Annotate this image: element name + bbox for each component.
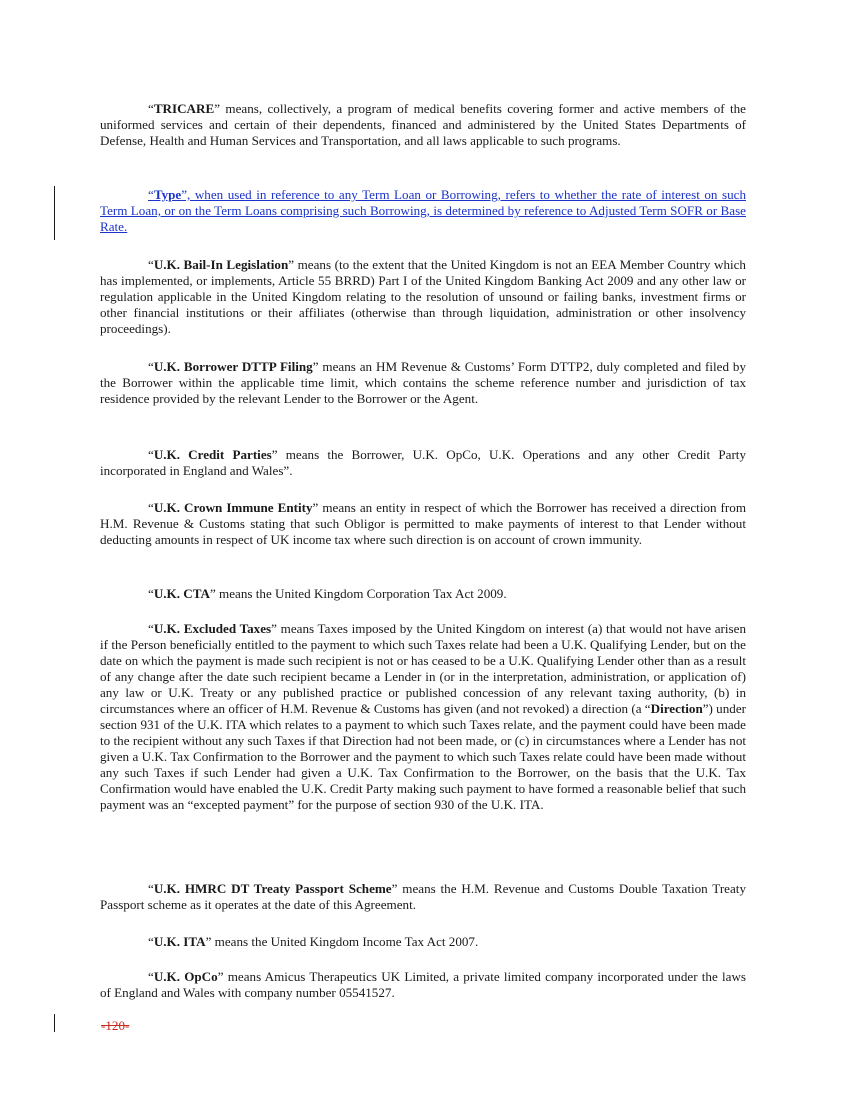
definition-uk-opco: “U.K. OpCo” means Amicus Therapeutics UK Limited, a private limited company incorporated under the laws of England and Wales with company number 05541527. [100, 969, 746, 1000]
defined-term: U.K. OpCo [153, 969, 218, 984]
defined-term: TRICARE [153, 101, 215, 116]
defined-term: U.K. Borrower DTTP Filing [153, 359, 313, 374]
definition-type-inserted: “Type”, when used in reference to any Term Loan or Borrowing, refers to whether the rate of interest on such Term Loan, or on the Term Loans comprising such Borrowing, is determined by reference to Adjusted Term SOFR or Base Rate. [100, 187, 746, 234]
defined-term: U.K. ITA [153, 934, 206, 949]
change-bar [54, 186, 55, 240]
page-number-deleted: -120- [101, 1018, 130, 1033]
defined-term: U.K. Crown Immune Entity [153, 500, 313, 515]
defined-term: U.K. Excluded Taxes [153, 621, 272, 636]
definition-uk-bail-in-legislation: “U.K. Bail-In Legislation” means (to the extent that the United Kingdom is not an EEA Member Country which has implemented, or implements, Article 55 BRRD) Part I of the United Kingdom Banking Act 2009 and any other law or regulation applicable in the United Kingdom relating to the resolution of unsound or failing banks, investment firms or other financial institutions or their affiliates (otherwise than through liquidation, administration or other insolvency proceedings). [100, 257, 746, 336]
definition-uk-cta: “U.K. CTA” means the United Kingdom Corporation Tax Act 2009. [148, 586, 507, 601]
defined-term: U.K. CTA [153, 586, 210, 601]
definition-uk-excluded-taxes: “U.K. Excluded Taxes” means Taxes imposed by the United Kingdom on interest (a) that would not have arisen if the Person beneficially entitled to the payment to which such Taxes relate had been a U.K. Qualifying Lender, but on the date on which the payment is made such recipient is not or has ceased to be a U.K. Qualifying Lender other than as a result of any change after the date such recipient became a Lender in (or in the interpretation, administration, or application of) any law or U.K. Treaty or any published practice or published concession of any relevant taxing authority, (b) in circumstances where an officer of H.M. Revenue & Customs has given (and not revoked) a direction (a “Direction”) under section 931 of the U.K. ITA which relates to a payment to which such Taxes relate, and the payment could have been made to the recipient without any such Taxes if that Direction had not been made, or (c) in circumstances where a Lender has not given a U.K. Tax Confirmation to the Borrower and the payment to which such Taxes relate could have been made without any such Taxes if such Lender had given a U.K. Tax Confirmation to the Borrower, on the basis that the U.K. Tax Confirmation would have enabled the U.K. Credit Party making such payment to have formed a reasonable belief that such payment was an “excepted payment” for the purpose of section 930 of the U.K. ITA. [100, 621, 746, 812]
defined-term: Type [153, 187, 182, 202]
defined-term: U.K. Bail-In Legislation [153, 257, 289, 272]
change-bar [54, 1014, 55, 1032]
definition-uk-credit-parties: “U.K. Credit Parties” means the Borrower, U.K. OpCo, U.K. Operations and any other Credit Party incorporated in England and Wales”. [100, 447, 746, 478]
defined-term: U.K. HMRC DT Treaty Passport Scheme [153, 881, 392, 896]
defined-term-direction: Direction [650, 701, 703, 716]
definition-uk-ita: “U.K. ITA” means the United Kingdom Income Tax Act 2007. [148, 934, 479, 949]
definition-tricare: “TRICARE” means, collectively, a program of medical benefits covering former and active members of the uniformed services and certain of their dependents, financed and administered by the United States Departments of Defense, Health and Human Services and Transportation, and all laws applicable to such programs. [100, 101, 746, 148]
defined-term: U.K. Credit Parties [153, 447, 272, 462]
definition-uk-borrower-dttp-filing: “U.K. Borrower DTTP Filing” means an HM Revenue & Customs’ Form DTTP2, duly completed and filed by the Borrower within the applicable time limit, which contains the scheme reference number and jurisdiction of tax residence provided by the relevant Lender to the Borrower or the Agent. [100, 359, 746, 406]
definition-uk-hmrc-dt-treaty-passport-scheme: “U.K. HMRC DT Treaty Passport Scheme” means the H.M. Revenue and Customs Double Taxation Treaty Passport scheme as it operates at the date of this Agreement. [100, 881, 746, 912]
definition-uk-crown-immune-entity: “U.K. Crown Immune Entity” means an entity in respect of which the Borrower has received a direction from H.M. Revenue & Customs stating that such Obligor is permitted to make payments of interest to that Lender without deducting amounts in respect of UK income tax where such direction is on account of crown immunity. [100, 500, 747, 547]
